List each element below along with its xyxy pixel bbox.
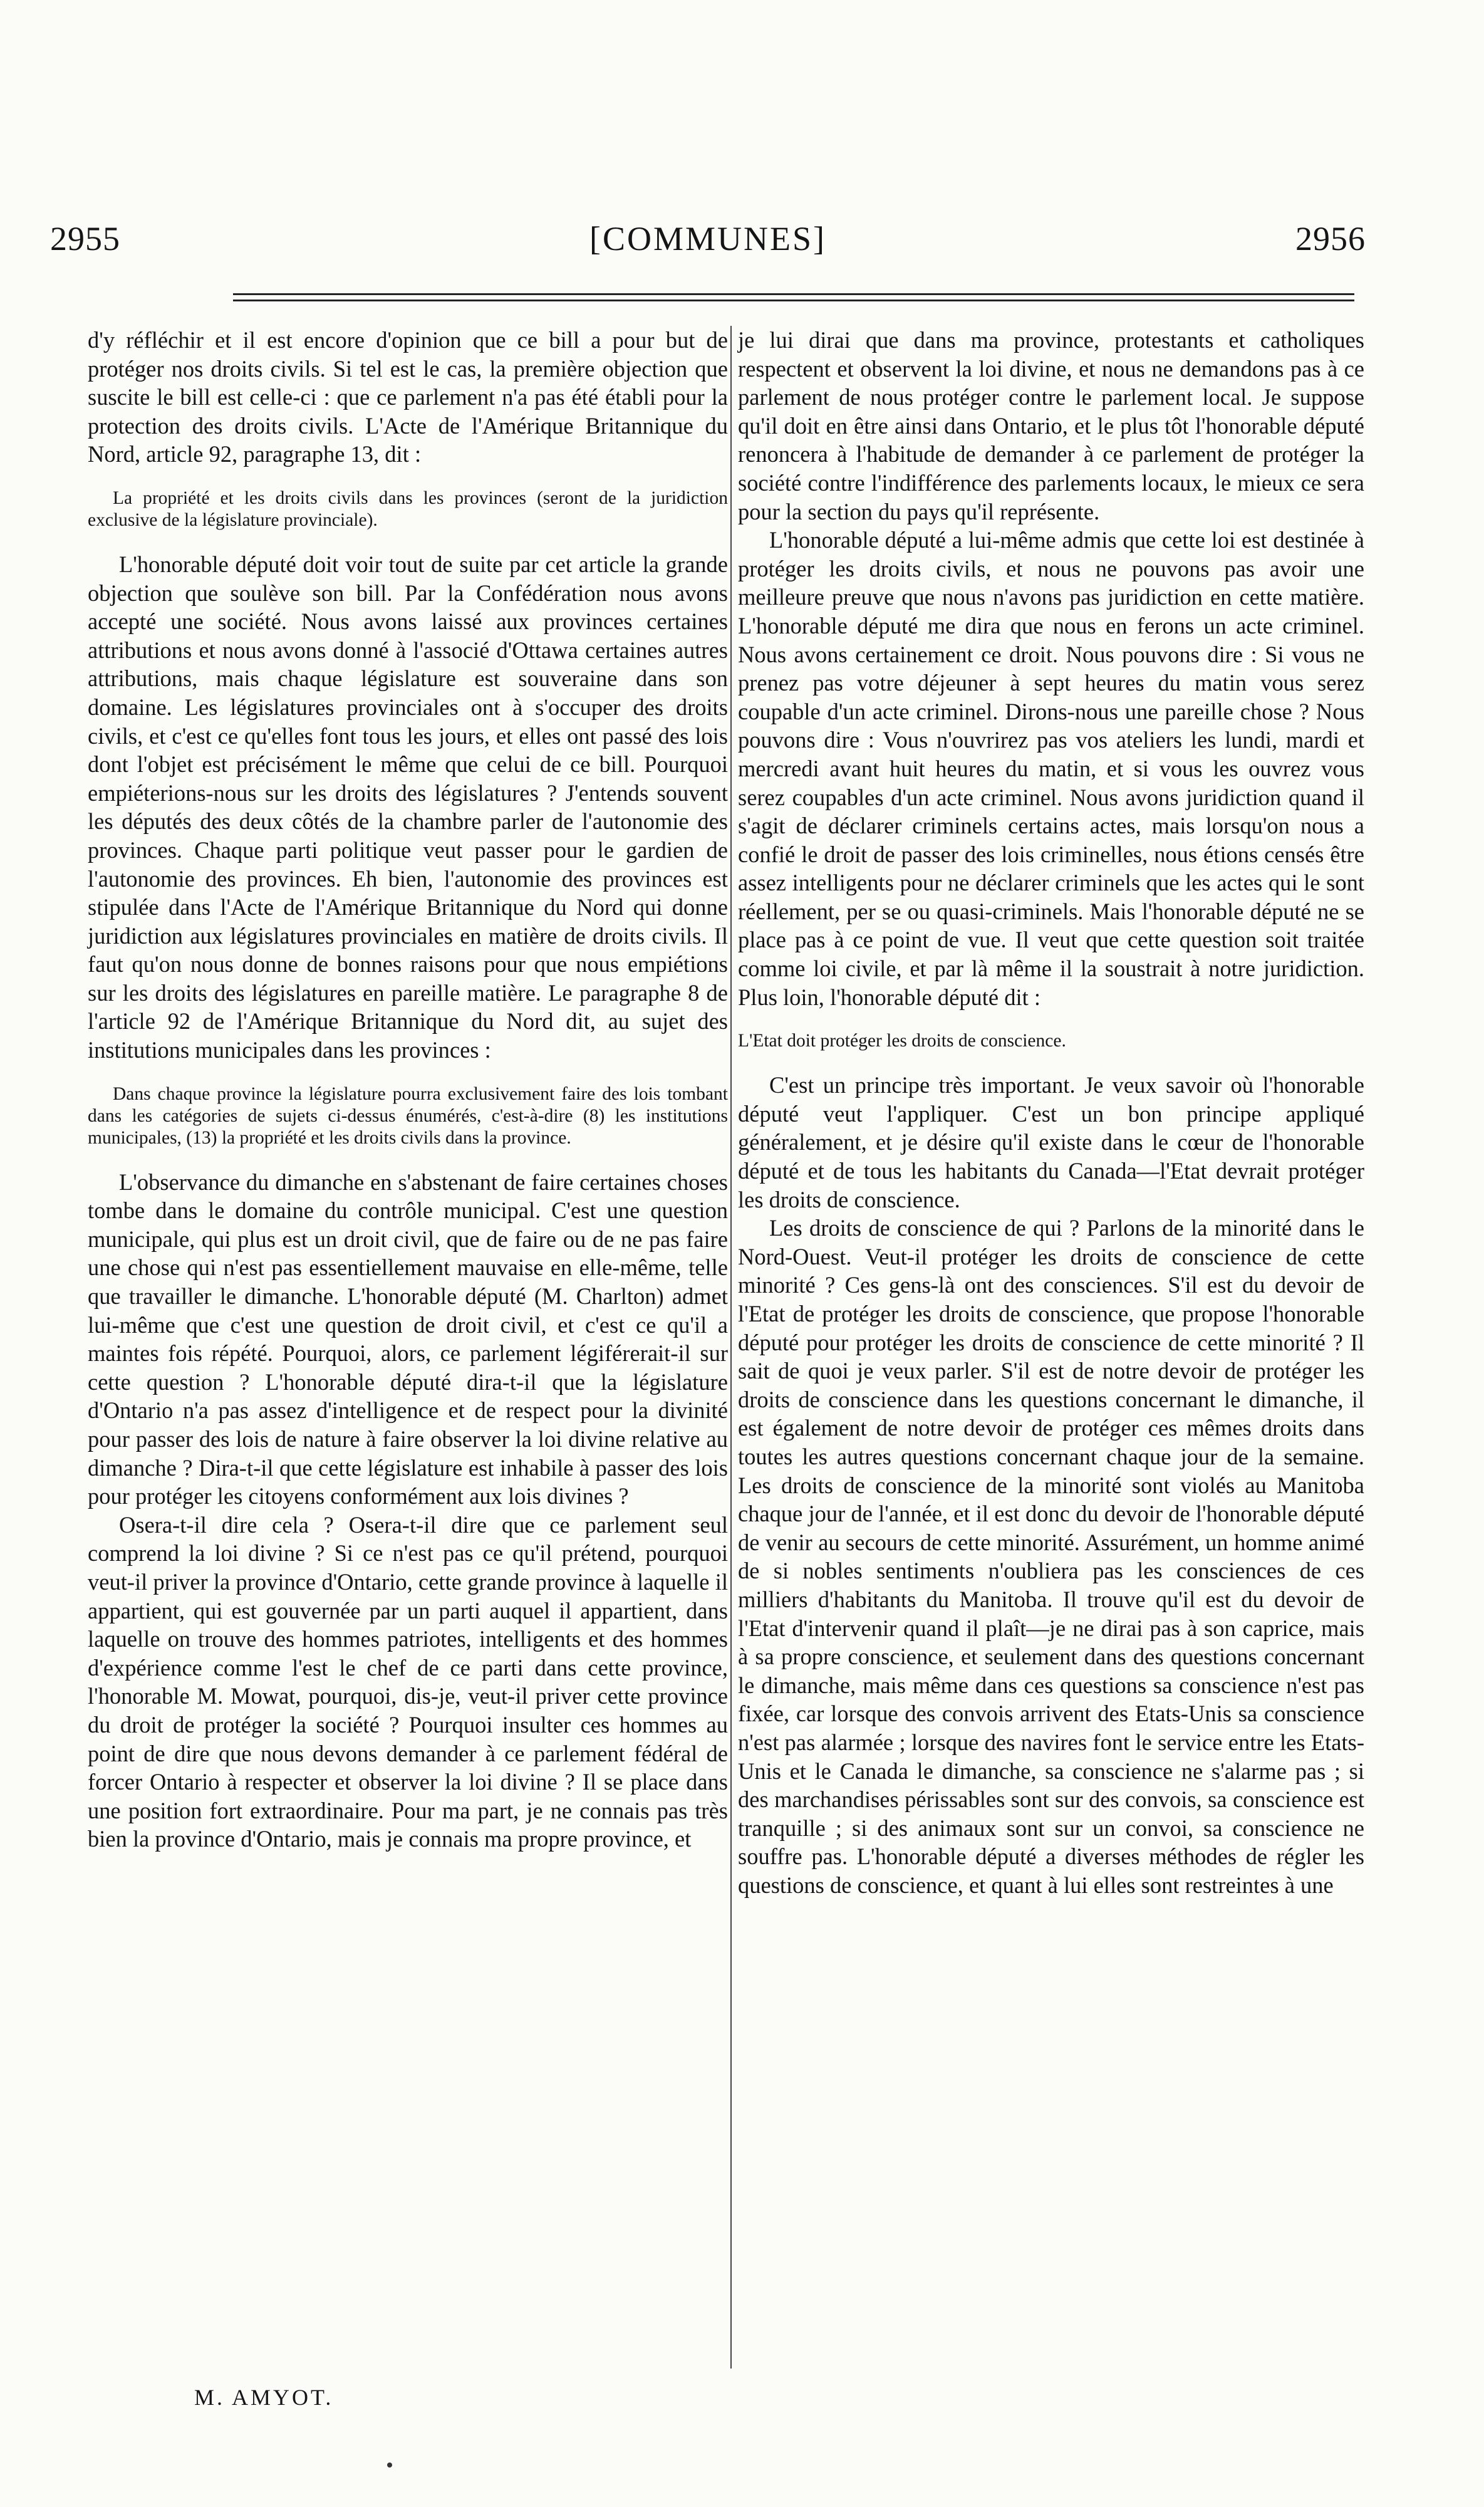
signature-speaker: M. AMYOT.: [194, 2385, 334, 2410]
paragraph: C'est un principe très important. Je veux savoir où l'honorable député veut l'appliquer. C'est un bon principe appliqué généralement, et je désire qu'il existe dans le cœur de l'honorable député et de tous les habitants du Canada—l'Etat devrait protéger les droits de conscience.: [738, 1072, 1364, 1212]
page-number-right: 2956: [1295, 220, 1366, 258]
column-divider: [730, 326, 732, 2369]
paragraph: L'honorable député doit voir tout de suite par cet article la grande objection que soulève son bill. Par la Confédération nous avons accepté une société. Nous avons laissé aux provinces certaines attributions et nous avons donné à l'associé d'Ottawa certaines autres attributions, mais chaque législature est souveraine dans son domaine. Les législatures provinciales ont à s'occuper des droits civils, et c'est ce qu'elles font tous les jours, et elles ont passé des lois dont l'objet est précisément le même que celui de ce bill. Pourquoi empiéterions-nous sur les droits des législatures ? J'entends souvent les députés des deux côtés de la chambre parler de l'autonomie des provinces. Chaque parti politique veut passer pour le gardien de l'autonomie des provinces. Eh bien, l'autonomie des provinces est stipulée dans l'Acte de l'Amérique Britannique du Nord qui donne juridiction aux législatures provinciales en matière de droits civils. Il faut qu'on nous donne de bonnes raisons pour que nous empiétions sur les droits des législatures en pareille matière. Le paragraphe 8 de l'article 92 de l'Amérique Britannique du Nord dit, au sujet des institutions municipales dans les provinces :: [88, 551, 728, 1063]
paragraph: je lui dirai que dans ma province, protestants et catholiques respectent et observent la loi divine, et nous ne demandons pas à ce parlement de nous protéger contre le parlement local. Je suppose qu'il doit en être ainsi dans Ontario, et le plus tôt l'honorable député renoncera à l'habitude de demander à ce parlement de protéger la société contre l'indifférence des parlements locaux, le mieux ce sera pour la section du pays qu'il représente.: [738, 327, 1364, 524]
page-title: [COMMUNES]: [589, 220, 827, 258]
header-rule-top: [233, 293, 1354, 295]
header-rule-bottom: [233, 300, 1354, 301]
block-quote: Dans chaque province la législature pourra exclusivement faire des lois tombant dans les catégories de sujets ci-dessus énumérés, c'est-à-dire (8) les institutions municipales, (13) la propriété et les droits civils dans la province.: [88, 1083, 728, 1148]
paragraph: Osera-t-il dire cela ? Osera-t-il dire que ce parlement seul comprend la loi divine ? Si ce n'est pas ce qu'il prétend, pourquoi veut-il priver la province d'Ontario, cette grande province à laquelle il appartient, qui est gouvernée par un parti auquel il appartient, dans laquelle on trouve des hommes patriotes, intelligents et des hommes d'expérience comme l'est le chef de ce parti dans cette province, l'honorable M. Mowat, pourquoi, dis-je, veut-il priver cette province du droit de protéger la société ? Pourquoi insulter ces hommes au point de dire que nous devons demander à ce parlement fédéral de forcer Ontario à respecter et observer la loi divine ? Il se place dans une position fort extraordinaire. Pour ma part, je ne connais pas très bien la province d'Ontario, mais je connais ma propre province, et: [88, 1511, 728, 1852]
right-column: [738, 326, 1364, 1899]
block-quote: La propriété et les droits civils dans les provinces (seront de la juridiction exclusive de la législature provinciale).: [88, 487, 728, 530]
left-column: [88, 326, 728, 1853]
paragraph: d'y réfléchir et il est encore d'opinion que ce bill a pour but de protéger nos droits civils. Si tel est le cas, la première objection que suscite le bill est celle-ci : que ce parlement n'a pas été établi pour la protection des droits civils. L'Acte de l'Amérique Britannique du Nord, article 92, paragraphe 13, dit :: [88, 327, 728, 467]
paragraph: Les droits de conscience de qui ? Parlons de la minorité dans le Nord-Ouest. Veut-il protéger les droits de conscience de cette minorité ? Ces gens-là ont des consciences. S'il est du devoir de l'Etat de protéger les droits de conscience, que propose l'honorable député pour protéger les droits de conscience de cette minorité ? Il sait de quoi je veux parler. S'il est de notre devoir de protéger les droits de conscience dans les questions concernant le dimanche, il est également de notre devoir de protéger ces mêmes droits dans toutes les autres questions concernant chaque jour de la semaine. Les droits de conscience de la minorité sont violés au Manitoba chaque jour de l'année, et il est donc du devoir de l'honorable député de venir au secours de cette minorité. Assurément, un homme animé de si nobles sentiments n'oubliera pas les consciences de ces milliers d'habitants du Manitoba. Il trouve qu'il est du devoir de l'Etat d'intervenir quand il plaît—je ne dirai pas à son caprice, mais à sa propre conscience, et seulement dans des questions concernant le dimanche, mais même dans ces questions sa conscience n'est pas fixée, car lorsque des convois arrivent des Etats-Unis sa conscience n'est pas alarmée ; lorsque des navires font le service entre les Etats-Unis et le Canada le dimanche, sa conscience ne s'alarme pas ; si des marchandises périssables sont sur des convois, sa conscience est tranquille ; si des animaux sont sur un convoi, sa conscience ne souffre pas. L'honorable député a diverses méthodes de régler les questions de conscience, et quant à lui elles sont restreintes à une: [738, 1215, 1364, 1898]
paragraph: L'honorable député a lui-même admis que cette loi est destinée à protéger les droits civils, et nous ne pouvons pas avoir une meilleure preuve que nous n'avons pas juridiction en cette matière. L'honorable député me dira que nous en ferons un acte criminel. Nous avons certainement ce droit. Nous pouvons dire : Si vous ne prenez pas votre déjeuner à sept heures du matin vous serez coupable d'un acte criminel. Dirons-nous une pareille chose ? Nous pouvons dire : Vous n'ouvrirez pas vos ateliers les lundi, mardi et mercredi avant huit heures du matin, et si vous les ouvrez vous serez coupables d'un acte criminel. Nous avons juridiction quand il s'agit de déclarer criminels certains actes, mais lorsqu'on nous a confié le droit de passer des lois criminelles, nous étions censés être assez intelligents pour ne déclarer criminels que les actes qui le sont réellement, per se ou quasi-criminels. Mais l'honorable député ne se place pas à ce point de vue. Il veut que cette question soit traitée comme loi civile, et par là même il la soustrait à notre juridiction. Plus loin, l'honorable député dit :: [738, 527, 1364, 1010]
block-quote: L'Etat doit protéger les droits de conscience.: [738, 1031, 1066, 1051]
speck-mark: [387, 2463, 392, 2468]
page-header: [50, 219, 1366, 263]
paragraph: L'observance du dimanche en s'abstenant de faire certaines choses tombe dans le domaine du contrôle municipal. C'est une question municipale, qui plus est un droit civil, que de faire ou de ne pas faire une chose qui n'est pas essentiellement mauvaise en elle-même, telle que travailler le dimanche. L'honorable député (M. Charlton) admet lui-même que c'est une question de droit civil, et c'est ce qu'il a maintes fois répété. Pourquoi, alors, ce parlement légiférerait-il sur cette question ? L'honorable député dira-t-il que la législature d'Ontario n'a pas assez d'intelligence et de respect pour la divinité pour passer des lois de nature à faire observer la loi divine relative au dimanche ? Dira-t-il que cette législature est inhabile à passer des lois pour protéger les citoyens conformément aux lois divines ?: [88, 1169, 728, 1509]
page-number-left: 2955: [50, 220, 120, 258]
